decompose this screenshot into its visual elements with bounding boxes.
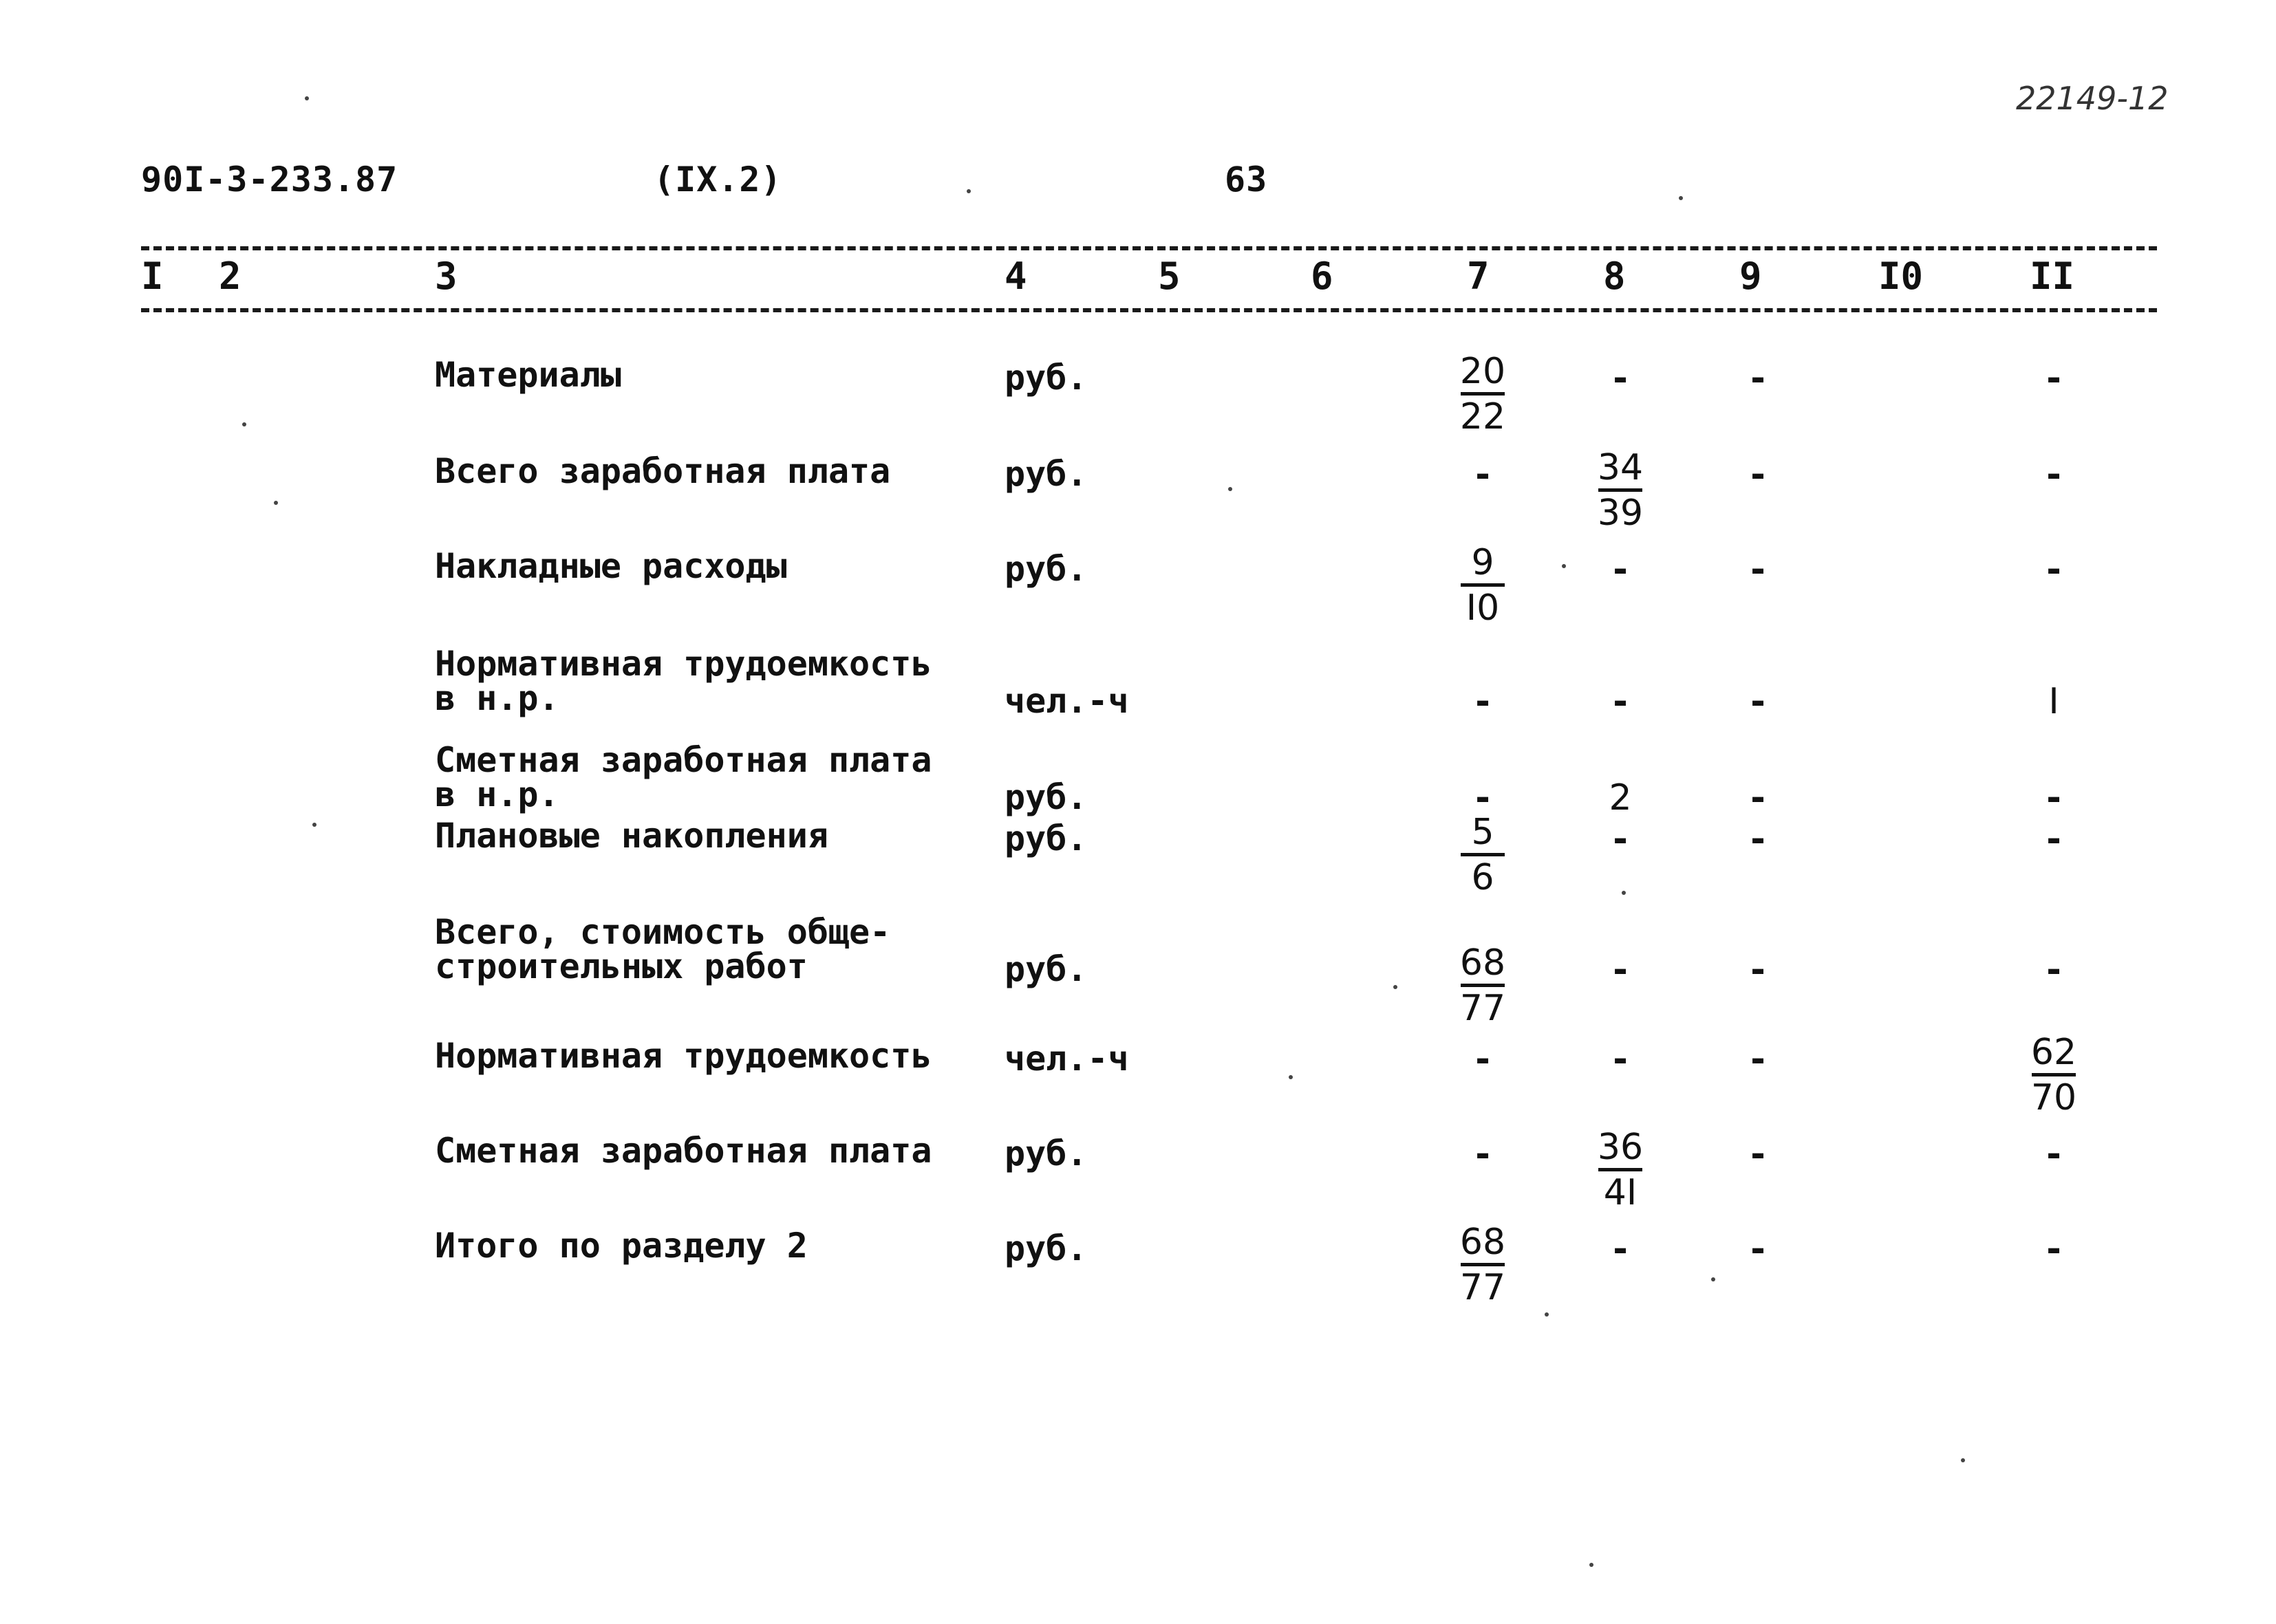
row-label: Сметная заработная плата в н.р.	[435, 740, 932, 814]
cell-value-c8: 2	[1609, 777, 1632, 819]
fraction-value-c7	[1445, 542, 1521, 629]
row-label: Нормативная трудоемкость	[435, 1036, 932, 1076]
cell-value-c8: -	[1613, 358, 1628, 399]
archive-stamp: 22149-12	[2016, 80, 2169, 117]
cell-value-c11: -	[2046, 358, 2061, 399]
row-unit: руб.	[1005, 777, 1088, 817]
cell-value-c8: -	[1613, 819, 1628, 860]
row-unit: руб.	[1005, 454, 1088, 494]
row-label: Всего заработная плата	[435, 451, 891, 491]
document-code: 90I-3-233.87	[141, 160, 398, 199]
fraction-numerator: 34	[1597, 447, 1644, 488]
scan-speck	[1545, 1312, 1549, 1317]
scan-speck	[1393, 985, 1397, 989]
column-number: I0	[1878, 255, 1924, 298]
scan-speck	[305, 96, 309, 100]
column-number: 9	[1739, 255, 1762, 298]
column-number: 2	[219, 255, 241, 298]
fraction-denominator: 77	[1459, 988, 1506, 1029]
column-number: I	[141, 255, 164, 298]
page-number: 63	[1225, 160, 1268, 199]
row-label: Плановые накопления	[435, 816, 828, 856]
cell-value-c8: -	[1613, 949, 1628, 990]
scan-speck	[1622, 891, 1626, 895]
row-label: Материалы	[435, 355, 621, 395]
scan-speck	[1711, 1277, 1715, 1281]
cell-value-c7: -	[1475, 1039, 1490, 1080]
cell-value-c11: I	[2048, 681, 2059, 722]
cell-value-c9: -	[1750, 1039, 1765, 1080]
cell-value-c8: -	[1613, 1039, 1628, 1080]
table-header-rule	[141, 308, 2157, 312]
column-number: II	[2030, 255, 2075, 298]
row-unit: руб.	[1005, 819, 1088, 858]
row-label: Накладные расходы	[435, 546, 787, 586]
scan-speck	[1562, 564, 1566, 568]
cell-value-c8: -	[1613, 549, 1628, 590]
cell-value-c11: -	[2046, 777, 2061, 819]
cell-value-c9: -	[1750, 358, 1765, 399]
column-number: 7	[1467, 255, 1490, 298]
fraction-value-c7	[1445, 812, 1521, 899]
fraction-denominator: 70	[2030, 1077, 2077, 1118]
cell-value-c9: -	[1750, 949, 1765, 990]
fraction-numerator: 5	[1471, 812, 1494, 853]
fraction-numerator: 36	[1597, 1127, 1644, 1168]
row-label: Сметная заработная плата	[435, 1131, 932, 1171]
table-top-rule	[141, 246, 2157, 250]
fraction-value-c7	[1445, 351, 1521, 438]
cell-value-c11: -	[2046, 949, 2061, 990]
fraction-denominator: 6	[1471, 857, 1494, 898]
scan-speck	[1679, 196, 1683, 200]
row-label: Всего, стоимость обще- строительных работ	[435, 912, 891, 986]
scan-speck	[1228, 487, 1232, 491]
cell-value-c9: -	[1750, 1228, 1765, 1270]
cell-value-c9: -	[1750, 549, 1765, 590]
row-unit: руб.	[1005, 1134, 1088, 1173]
fraction-denominator: 4I	[1603, 1172, 1638, 1213]
row-label: Итого по разделу 2	[435, 1226, 808, 1266]
cell-value-c7: -	[1475, 1134, 1490, 1175]
row-unit: руб.	[1005, 1228, 1088, 1268]
scan-speck	[242, 422, 246, 426]
column-number: 8	[1603, 255, 1626, 298]
row-unit: руб.	[1005, 949, 1088, 989]
scan-speck	[1589, 1563, 1593, 1567]
cell-value-c9: -	[1750, 819, 1765, 860]
fraction-value-c7	[1445, 942, 1521, 1030]
fraction-value-c8	[1582, 447, 1658, 534]
cell-value-c11: -	[2046, 1134, 2061, 1175]
row-unit: руб.	[1005, 358, 1088, 398]
scan-speck	[967, 189, 971, 193]
cell-value-c11: -	[2046, 819, 2061, 860]
fraction-denominator: 22	[1459, 396, 1506, 437]
scan-speck	[312, 823, 316, 827]
column-number: 6	[1311, 255, 1333, 298]
cell-value-c11: -	[2046, 1228, 2061, 1270]
cell-value-c9: -	[1750, 454, 1765, 495]
section-number: (IX.2)	[654, 160, 782, 199]
cell-value-c9: -	[1750, 1134, 1765, 1175]
row-unit: руб.	[1005, 549, 1088, 589]
fraction-numerator: 68	[1459, 942, 1506, 984]
cell-value-c8: -	[1613, 1228, 1628, 1270]
fraction-numerator: 9	[1471, 542, 1494, 583]
scan-speck	[274, 501, 278, 505]
fraction-numerator: 68	[1459, 1222, 1506, 1263]
column-number: 5	[1158, 255, 1181, 298]
fraction-numerator: 20	[1459, 351, 1506, 392]
row-label: Нормативная трудоемкость в н.р.	[435, 644, 932, 718]
fraction-denominator: I0	[1466, 587, 1500, 629]
scan-speck	[1961, 1458, 1965, 1462]
cell-value-c8: -	[1613, 681, 1628, 722]
fraction-value-c7	[1445, 1222, 1521, 1309]
cell-value-c11: -	[2046, 454, 2061, 495]
cell-value-c9: -	[1750, 777, 1765, 819]
fraction-numerator: 62	[2030, 1032, 2077, 1073]
cell-value-c9: -	[1750, 681, 1765, 722]
fraction-value-c11	[2016, 1032, 2092, 1119]
cell-value-c7: -	[1475, 777, 1490, 819]
cell-value-c7: -	[1475, 454, 1490, 495]
fraction-denominator: 77	[1459, 1267, 1506, 1308]
fraction-denominator: 39	[1597, 492, 1644, 534]
cell-value-c11: -	[2046, 549, 2061, 590]
scan-speck	[1289, 1075, 1293, 1079]
fraction-value-c8	[1582, 1127, 1658, 1214]
column-number: 3	[435, 255, 458, 298]
column-number: 4	[1005, 255, 1027, 298]
cell-value-c7: -	[1475, 681, 1490, 722]
row-unit: чел.-ч	[1005, 1039, 1129, 1079]
row-unit: чел.-ч	[1005, 681, 1129, 721]
